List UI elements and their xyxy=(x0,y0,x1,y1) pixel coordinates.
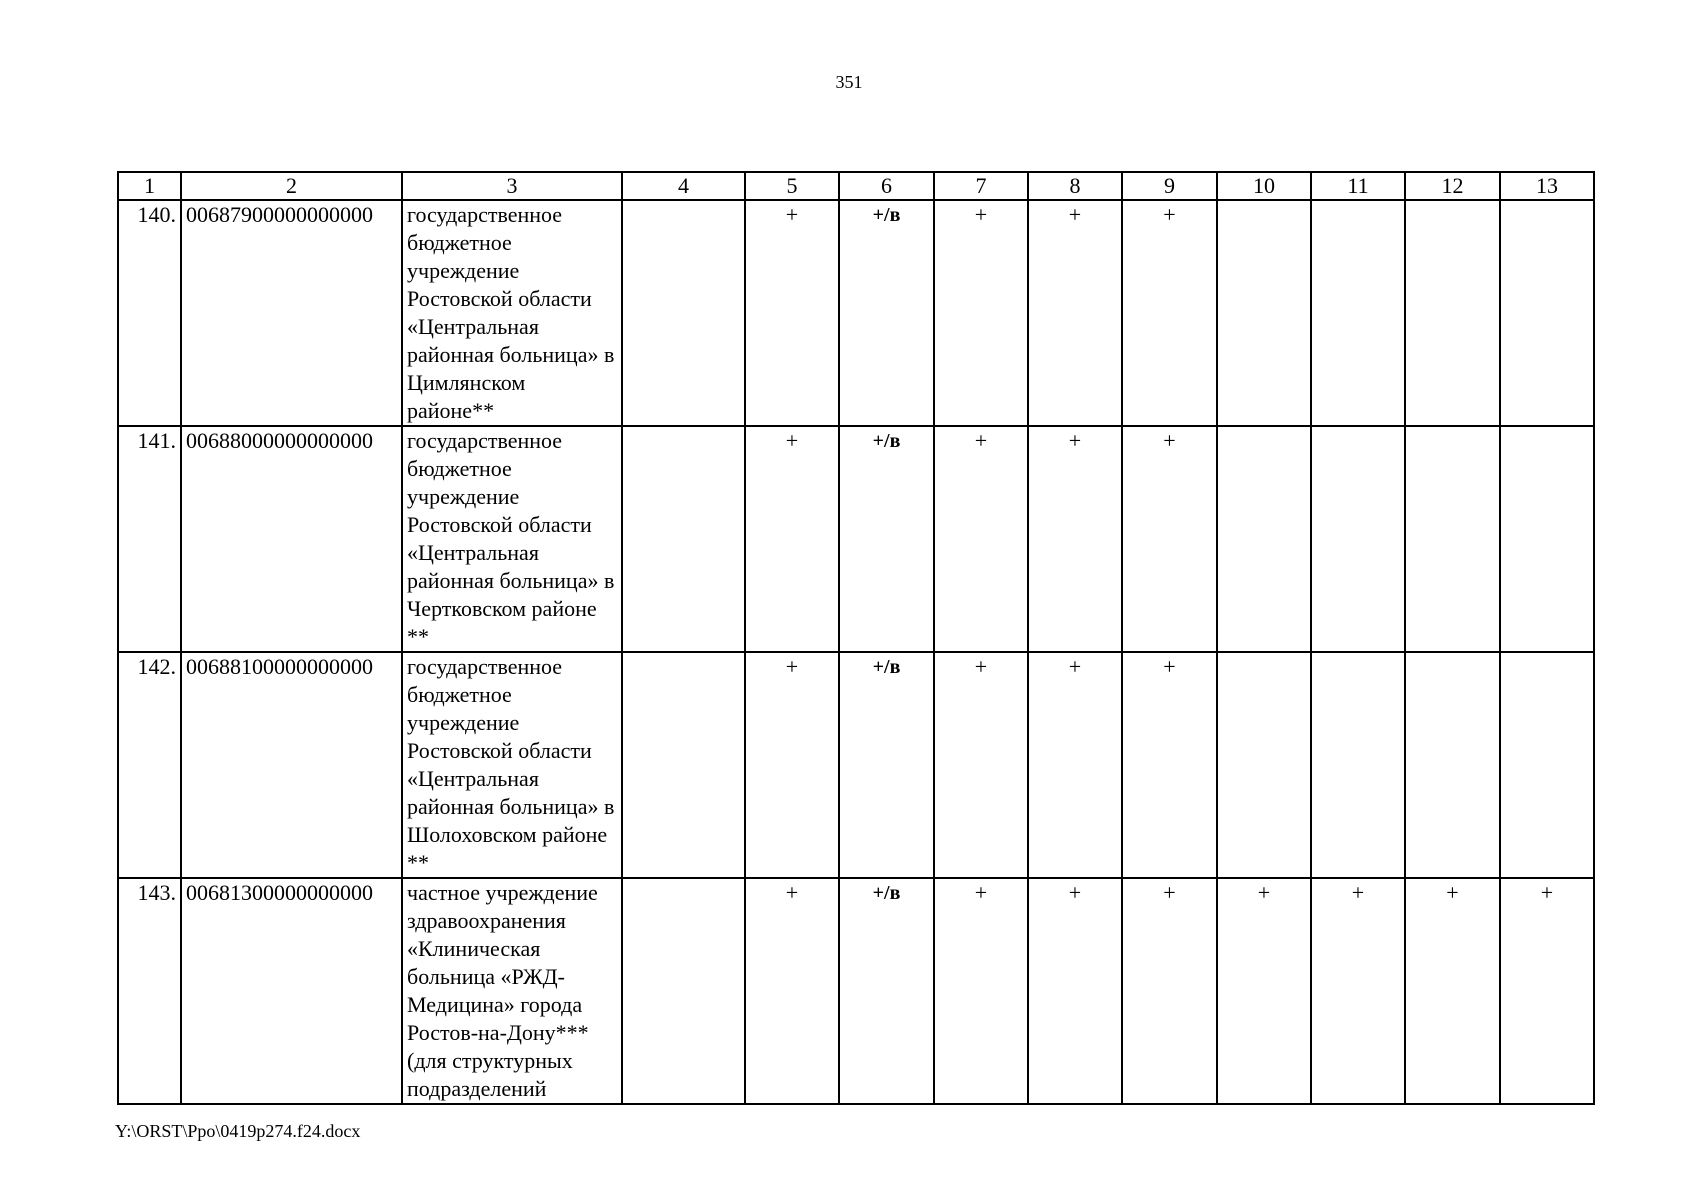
table-row xyxy=(118,426,1594,652)
cell-col-7: + xyxy=(934,652,1028,878)
column-header: 1 xyxy=(118,172,181,200)
cell-col-6: +/в xyxy=(839,426,934,652)
row-number: 140. xyxy=(118,200,181,426)
column-header: 12 xyxy=(1405,172,1500,200)
column-header: 7 xyxy=(934,172,1028,200)
organization-name: государственное бюджетное учреждение Ростовской области «Центральная районная больница» в Шолоховском районе ** xyxy=(402,652,622,878)
cell-col-6: +/в xyxy=(839,878,934,1104)
cell-col-12 xyxy=(1405,426,1500,652)
cell-col-13 xyxy=(1500,652,1594,878)
cell-col-4 xyxy=(622,200,745,426)
cell-col-5: + xyxy=(745,426,839,652)
column-header: 13 xyxy=(1500,172,1594,200)
cell-col-9: + xyxy=(1122,652,1217,878)
column-header: 6 xyxy=(839,172,934,200)
cell-col-4 xyxy=(622,652,745,878)
cell-col-8: + xyxy=(1028,426,1122,652)
cell-col-12 xyxy=(1405,200,1500,426)
cell-col-10 xyxy=(1217,200,1311,426)
cell-col-4 xyxy=(622,878,745,1104)
cell-col-7: + xyxy=(934,878,1028,1104)
registry-code: 00688100000000000 xyxy=(181,652,402,878)
organization-name: государственное бюджетное учреждение Ростовской области «Центральная районная больница» в Чертковском районе ** xyxy=(402,426,622,652)
cell-col-7: + xyxy=(934,200,1028,426)
column-header: 3 xyxy=(402,172,622,200)
column-header: 11 xyxy=(1311,172,1405,200)
organization-name: частное учреждение здравоохранения «Клиническая больница «РЖД-Медицина» города Ростов-на-Дону*** (для структурных подразделений xyxy=(402,878,622,1104)
cell-col-9: + xyxy=(1122,426,1217,652)
page-number: 351 xyxy=(835,72,863,92)
cell-col-10 xyxy=(1217,652,1311,878)
cell-col-9: + xyxy=(1122,200,1217,426)
cell-col-5: + xyxy=(745,878,839,1104)
table-row xyxy=(118,652,1594,878)
cell-col-5: + xyxy=(745,200,839,426)
column-header: 4 xyxy=(622,172,745,200)
table-row xyxy=(118,878,1594,1104)
row-number: 141. xyxy=(118,426,181,652)
footer-file-path: Y:\ORST\Ppo\0419p274.f24.docx xyxy=(115,1121,361,1141)
cell-col-6: +/в xyxy=(839,200,934,426)
cell-col-7: + xyxy=(934,426,1028,652)
cell-col-13 xyxy=(1500,426,1594,652)
cell-col-8: + xyxy=(1028,200,1122,426)
row-number: 143. xyxy=(118,878,181,1104)
cell-col-8: + xyxy=(1028,878,1122,1104)
column-number-header-row xyxy=(118,172,1594,200)
cell-col-12 xyxy=(1405,652,1500,878)
cell-col-10: + xyxy=(1217,878,1311,1104)
cell-col-10 xyxy=(1217,426,1311,652)
registry-code: 00688000000000000 xyxy=(181,426,402,652)
cell-col-13: + xyxy=(1500,878,1594,1104)
column-header: 8 xyxy=(1028,172,1122,200)
column-header: 5 xyxy=(745,172,839,200)
column-header: 10 xyxy=(1217,172,1311,200)
organization-name: государственное бюджетное учреждение Ростовской области «Центральная районная больница» в Цимлянском районе** xyxy=(402,200,622,426)
cell-col-13 xyxy=(1500,200,1594,426)
cell-col-8: + xyxy=(1028,652,1122,878)
cell-col-12: + xyxy=(1405,878,1500,1104)
cell-col-11 xyxy=(1311,426,1405,652)
cell-col-4 xyxy=(622,426,745,652)
column-header: 2 xyxy=(181,172,402,200)
column-header: 9 xyxy=(1122,172,1217,200)
cell-col-11: + xyxy=(1311,878,1405,1104)
cell-col-5: + xyxy=(745,652,839,878)
cell-col-11 xyxy=(1311,652,1405,878)
registry-code: 00687900000000000 xyxy=(181,200,402,426)
cell-col-9: + xyxy=(1122,878,1217,1104)
row-number: 142. xyxy=(118,652,181,878)
registry-code: 00681300000000000 xyxy=(181,878,402,1104)
table-row xyxy=(118,200,1594,426)
document-table xyxy=(117,171,1595,1105)
cell-col-11 xyxy=(1311,200,1405,426)
cell-col-6: +/в xyxy=(839,652,934,878)
